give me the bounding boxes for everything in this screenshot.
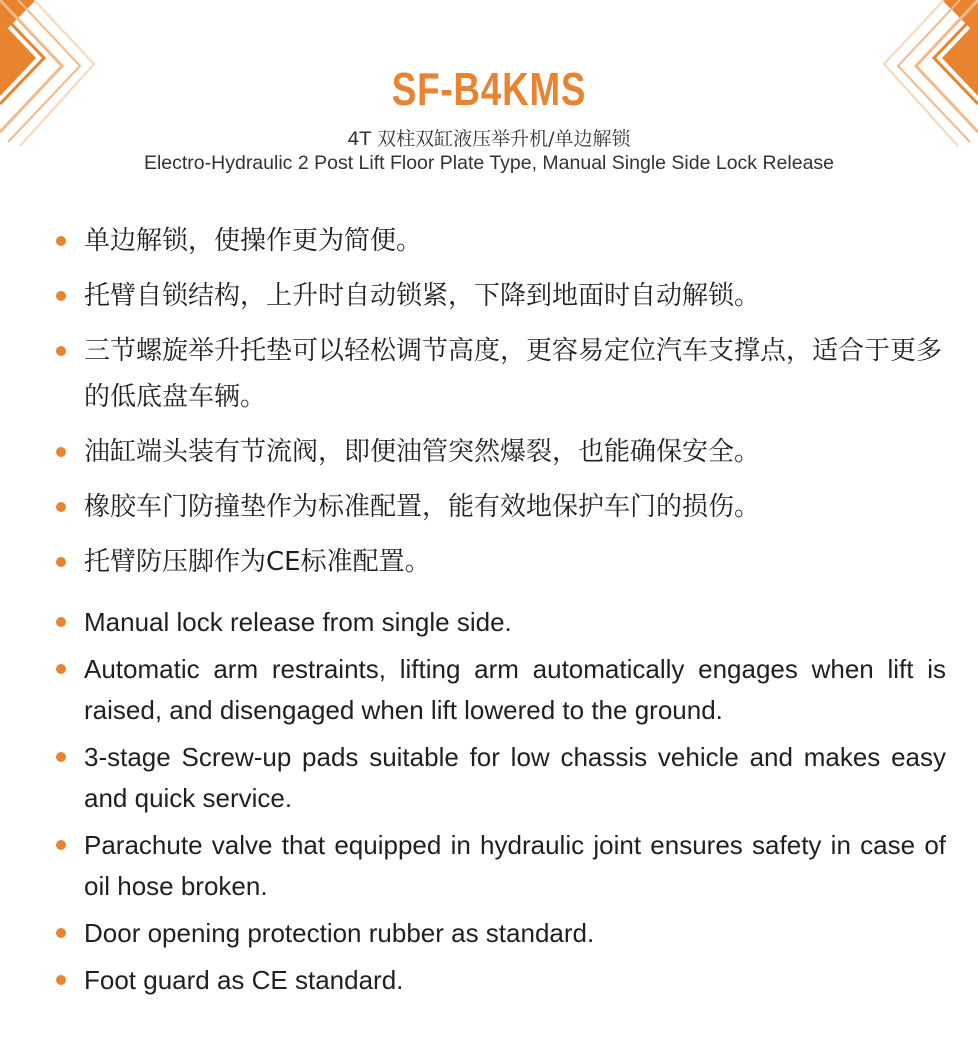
feature-text: Foot guard as CE standard. [84,965,404,995]
subtitle-english: Electro-Hydraulic 2 Post Lift Floor Plate Type, Manual Single Side Lock Release [143,152,835,174]
feature-text: 托臂防压脚作为CE标准配置。 [84,547,431,577]
feature-item-cn [0,328,978,420]
feature-item-cn [0,273,978,319]
bullet-icon [56,502,66,512]
bullet-icon [56,752,66,762]
bullet-icon [56,291,66,301]
subtitle-chinese: 4T 双柱双缸液压举升机/单边解锁 [347,128,631,150]
bullet-icon [56,447,66,457]
feature-text: Manual lock release from single side. [84,607,512,637]
bullet-icon [56,928,66,938]
feature-text: Parachute valve that equipped in hydraulic joint ensures safety in case of oil hose broken. [84,830,946,901]
bullet-icon [56,557,66,567]
bullet-icon [56,346,66,356]
feature-text: 橡胶车门防撞垫作为标准配置，能有效地保护车门的损伤。 [84,492,761,522]
feature-text: Door opening protection rubber as standard. [84,918,595,948]
features-list-chinese [0,218,978,594]
feature-text: 单边解锁，使操作更为简便。 [84,226,423,256]
feature-text: 托臂自锁结构，上升时自动锁紧，下降到地面时自动解锁。 [84,281,761,311]
feature-item-cn [0,539,978,585]
bullet-icon [56,975,66,985]
feature-item-en [0,825,978,907]
bullet-icon [56,840,66,850]
bullet-icon [56,617,66,627]
feature-text: 油缸端头装有节流阀，即便油管突然爆裂，也能确保安全。 [84,437,761,467]
feature-text: Automatic arm restraints, lifting arm automatically engages when lift is raised, and disengaged when lift lowered to the ground. [84,654,946,725]
feature-item-en [0,649,978,731]
feature-item-en [0,737,978,819]
product-model-title: SF-B4KMS [391,63,587,115]
feature-item-cn [0,218,978,264]
bullet-icon [56,664,66,674]
feature-text: 三节螺旋举升托垫可以轻松调节高度，更容易定位汽车支撑点，适合于更多的低底盘车辆。 [84,336,943,412]
feature-item-en [0,960,978,1001]
feature-item-cn [0,484,978,530]
feature-text: 3-stage Screw-up pads suitable for low chassis vehicle and makes easy and quick service. [84,742,946,813]
features-list-english [0,602,978,1007]
feature-item-cn [0,429,978,475]
feature-item-en [0,913,978,954]
bullet-icon [56,236,66,246]
feature-item-en [0,602,978,643]
